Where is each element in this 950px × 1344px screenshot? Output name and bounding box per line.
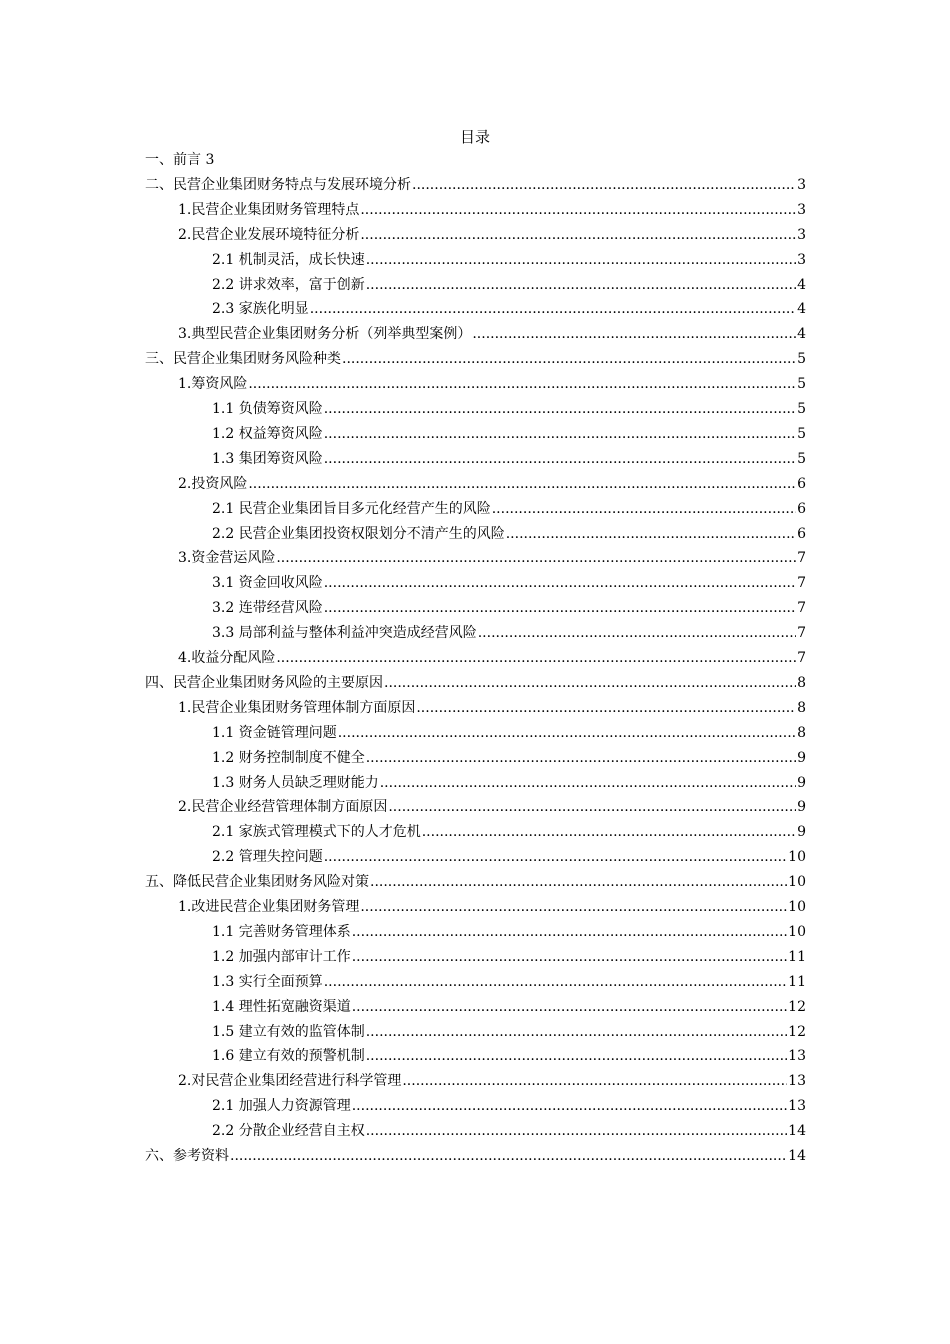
toc-entry-title: 1.民营企业集团财务管理体制方面原因 — [178, 699, 416, 716]
toc-entry-title: 1.2 加强内部审计工作 — [212, 948, 351, 965]
toc-entry-title: 1.5 建立有效的监管体制 — [212, 1023, 365, 1040]
toc-page-number: 8 — [797, 674, 806, 691]
toc-page-number: 10 — [788, 849, 806, 866]
toc-entry[interactable] — [212, 598, 806, 618]
toc-entry[interactable] — [212, 972, 806, 992]
toc-title: 目录 — [459, 128, 490, 146]
toc-entry[interactable] — [212, 723, 806, 743]
toc-page-number: 11 — [788, 948, 806, 965]
toc-dot-leader — [352, 947, 787, 967]
toc-entry[interactable] — [212, 524, 806, 544]
toc-page-number: 4 — [797, 276, 806, 293]
toc-entry[interactable] — [212, 424, 806, 444]
toc-entry[interactable] — [212, 499, 806, 519]
toc-entry[interactable] — [212, 1022, 806, 1042]
toc-entry-title: 2.2 管理失控问题 — [212, 849, 323, 866]
toc-dot-leader — [324, 847, 787, 867]
toc-entry-title: 2.2 民营企业集团投资权限划分不清产生的风险 — [212, 525, 505, 542]
toc-dot-leader — [352, 1096, 787, 1116]
toc-page-number: 6 — [797, 500, 806, 517]
toc-entry[interactable] — [178, 698, 806, 718]
toc-entry-title: 3.2 连带经营风险 — [212, 600, 323, 617]
toc-page-number: 12 — [788, 1023, 806, 1040]
toc-entry[interactable] — [178, 474, 806, 494]
toc-dot-leader — [506, 524, 796, 544]
toc-entry[interactable] — [178, 1071, 806, 1091]
toc-dot-leader — [230, 1146, 787, 1166]
toc-dot-leader — [324, 449, 796, 469]
toc-dot-leader — [492, 499, 796, 519]
toc-entry[interactable] — [212, 748, 806, 768]
toc-entry[interactable] — [212, 573, 806, 593]
toc-dot-leader — [412, 175, 796, 195]
toc-dot-leader — [360, 225, 796, 245]
toc-page-number: 4 — [797, 326, 806, 343]
toc-entry-title: 2.投资风险 — [178, 475, 248, 492]
toc-dot-leader — [324, 598, 796, 618]
toc-entry[interactable] — [212, 449, 806, 469]
toc-entry[interactable] — [212, 997, 806, 1017]
toc-dot-leader — [366, 250, 796, 270]
toc-entry[interactable] — [212, 1096, 806, 1116]
toc-dot-leader — [370, 872, 787, 892]
toc-entry-title: 1.2 权益筹资风险 — [212, 425, 323, 442]
toc-entry[interactable] — [212, 947, 806, 967]
toc-page-number: 9 — [797, 774, 806, 791]
toc-entry-title: 四、民营企业集团财务风险的主要原因 — [145, 674, 383, 691]
toc-dot-leader — [366, 1121, 787, 1141]
toc-entry[interactable] — [178, 548, 806, 568]
toc-entry-title: 2.对民营企业集团经营进行科学管理 — [178, 1073, 402, 1090]
toc-entry-title: 1.2 财务控制制度不健全 — [212, 749, 365, 766]
toc-entry[interactable] — [178, 324, 806, 344]
toc-entry-title: 1.民营企业集团财务管理特点 — [178, 201, 360, 218]
toc-page-number: 5 — [797, 351, 806, 368]
toc-entry[interactable] — [212, 922, 806, 942]
toc-entry-title: 3.资金营运风险 — [178, 550, 276, 567]
toc-entry-title: 3.3 局部利益与整体利益冲突造成经营风险 — [212, 625, 477, 642]
toc-page-number: 13 — [788, 1048, 806, 1065]
toc-page-number: 5 — [797, 425, 806, 442]
toc-dot-leader — [360, 200, 796, 220]
toc-page-number: 6 — [797, 525, 806, 542]
toc-entry[interactable] — [178, 897, 806, 917]
toc-entry[interactable] — [178, 374, 806, 394]
toc-entry-title: 1.1 资金链管理问题 — [212, 724, 337, 741]
toc-page-number: 3 — [797, 201, 806, 218]
toc-page-number: 10 — [788, 899, 806, 915]
toc-entry-title: 六、参考资料 — [145, 1148, 229, 1164]
toc-page-number: 7 — [797, 575, 806, 592]
toc-page-number: 7 — [797, 600, 806, 617]
toc-entry[interactable] — [212, 773, 806, 793]
toc-page-number: 13 — [788, 1098, 806, 1115]
toc-dot-leader — [366, 1022, 787, 1042]
toc-dot-leader — [472, 324, 796, 344]
toc-entry-title: 2.民营企业经营管理体制方面原因 — [178, 799, 388, 816]
toc-dot-leader — [324, 573, 796, 593]
toc-page-number: 3 — [797, 251, 806, 268]
toc-dot-leader — [248, 474, 796, 494]
toc-dot-leader — [342, 349, 796, 369]
toc-dot-leader — [384, 673, 796, 693]
toc-page-number: 12 — [788, 998, 806, 1015]
toc-page-number: 8 — [797, 699, 806, 716]
toc-page-number: 5 — [797, 450, 806, 467]
toc-page-number: 10 — [788, 923, 806, 940]
toc-page-number: 3 — [797, 176, 806, 193]
toc-dot-leader — [352, 922, 787, 942]
toc-entry[interactable] — [212, 847, 806, 867]
toc-entry[interactable] — [178, 648, 806, 668]
toc-dot-leader — [402, 1071, 787, 1091]
toc-entry-title: 五、降低民营企业集团财务风险对策 — [145, 874, 369, 891]
toc-entry-title: 2.3 家族化明显 — [212, 301, 309, 318]
toc-entry[interactable] — [145, 1146, 806, 1166]
toc-dot-leader — [366, 748, 796, 768]
toc-page-number: 9 — [797, 799, 806, 816]
toc-page-number: 7 — [797, 650, 806, 666]
toc-dot-leader — [352, 997, 787, 1017]
toc-page-number: 7 — [797, 625, 806, 642]
toc-entry-title: 1.6 建立有效的预警机制 — [212, 1048, 365, 1065]
toc-page-number: 5 — [797, 401, 806, 417]
toc-entry-title: 1.3 财务人员缺乏理财能力 — [212, 774, 379, 791]
toc-entry[interactable] — [145, 175, 806, 195]
toc-dot-leader — [360, 897, 787, 917]
toc-dot-leader — [276, 648, 796, 668]
toc-page-number: 4 — [797, 301, 806, 318]
toc-entry-title: 2.2 分散企业经营自主权 — [212, 1123, 365, 1140]
toc-dot-leader — [276, 548, 796, 568]
toc-entry-title: 二、民营企业集团财务特点与发展环境分析 — [145, 176, 411, 193]
toc-page-number: 8 — [797, 724, 806, 741]
toc-entry[interactable] — [212, 1121, 806, 1141]
toc-entry[interactable] — [145, 673, 806, 693]
toc-entry-title: 1.3 集团筹资风险 — [212, 450, 323, 467]
toc-entry[interactable] — [212, 1046, 806, 1066]
toc-entry-title: 一、前言 3 — [145, 152, 215, 168]
toc-dot-leader — [416, 698, 796, 718]
toc-dot-leader — [478, 623, 796, 643]
toc-entry-title: 1.改进民营企业集团财务管理 — [178, 899, 360, 915]
toc-entry-title: 2.1 机制灵活，成长快速 — [212, 251, 365, 268]
toc-entry[interactable] — [178, 225, 806, 245]
toc-entry[interactable] — [212, 623, 806, 643]
toc-entry[interactable] — [212, 299, 806, 319]
toc-entry-title: 2.民营企业发展环境特征分析 — [178, 226, 360, 243]
toc-page-number: 5 — [797, 376, 806, 393]
toc-page-number: 9 — [797, 749, 806, 766]
toc-dot-leader — [380, 773, 796, 793]
toc-page-number: 13 — [788, 1073, 806, 1090]
toc-page-number: 11 — [788, 973, 806, 990]
toc-dot-leader — [248, 374, 796, 394]
toc-entry[interactable] — [212, 822, 806, 842]
toc-entry[interactable] — [212, 399, 806, 419]
toc-dot-leader — [324, 399, 796, 419]
toc-dot-leader — [310, 299, 796, 319]
toc-entry-title: 1.1 负债筹资风险 — [212, 401, 323, 417]
toc-page-number: 9 — [797, 824, 806, 841]
toc-entry[interactable] — [145, 150, 806, 170]
toc-entry-title: 三、民营企业集团财务风险种类 — [145, 351, 341, 368]
toc-page-number: 10 — [788, 874, 806, 891]
toc-entry[interactable] — [145, 872, 806, 892]
toc-entry[interactable] — [212, 250, 806, 270]
toc-dot-leader — [324, 424, 796, 444]
toc-entry-title: 3.典型民营企业集团财务分析（列举典型案例） — [178, 326, 472, 343]
toc-entry-title: 2.1 家族式管理模式下的人才危机 — [212, 824, 421, 841]
toc-entry[interactable] — [178, 200, 806, 220]
toc-page-number: 7 — [797, 550, 806, 567]
toc-dot-leader — [366, 1046, 787, 1066]
toc-entry[interactable] — [212, 275, 806, 295]
toc-dot-leader — [366, 275, 796, 295]
toc-entry-title: 1.筹资风险 — [178, 376, 248, 393]
toc-entry-title: 2.1 加强人力资源管理 — [212, 1098, 351, 1115]
toc-dot-leader — [338, 723, 796, 743]
toc-page-number: 14 — [788, 1148, 806, 1164]
toc-entry-title: 1.3 实行全面预算 — [212, 973, 323, 990]
toc-entry[interactable] — [178, 797, 806, 817]
toc-page-number: 14 — [788, 1123, 806, 1140]
toc-page-number: 6 — [797, 475, 806, 492]
toc-entry-title: 1.4 理性拓宽融资渠道 — [212, 998, 351, 1015]
toc-entry-title: 1.1 完善财务管理体系 — [212, 923, 351, 940]
toc-entry-title: 2.2 讲求效率，富于创新 — [212, 276, 365, 293]
toc-entry[interactable] — [145, 349, 806, 369]
toc-dot-leader — [422, 822, 796, 842]
toc-entry-title: 2.1 民营企业集团旨目多元化经营产生的风险 — [212, 500, 491, 517]
toc-dot-leader — [324, 972, 787, 992]
toc-page-number: 3 — [797, 226, 806, 243]
toc-dot-leader — [388, 797, 796, 817]
toc-entry-title: 4.收益分配风险 — [178, 650, 276, 666]
toc-entry-title: 3.1 资金回收风险 — [212, 575, 323, 592]
